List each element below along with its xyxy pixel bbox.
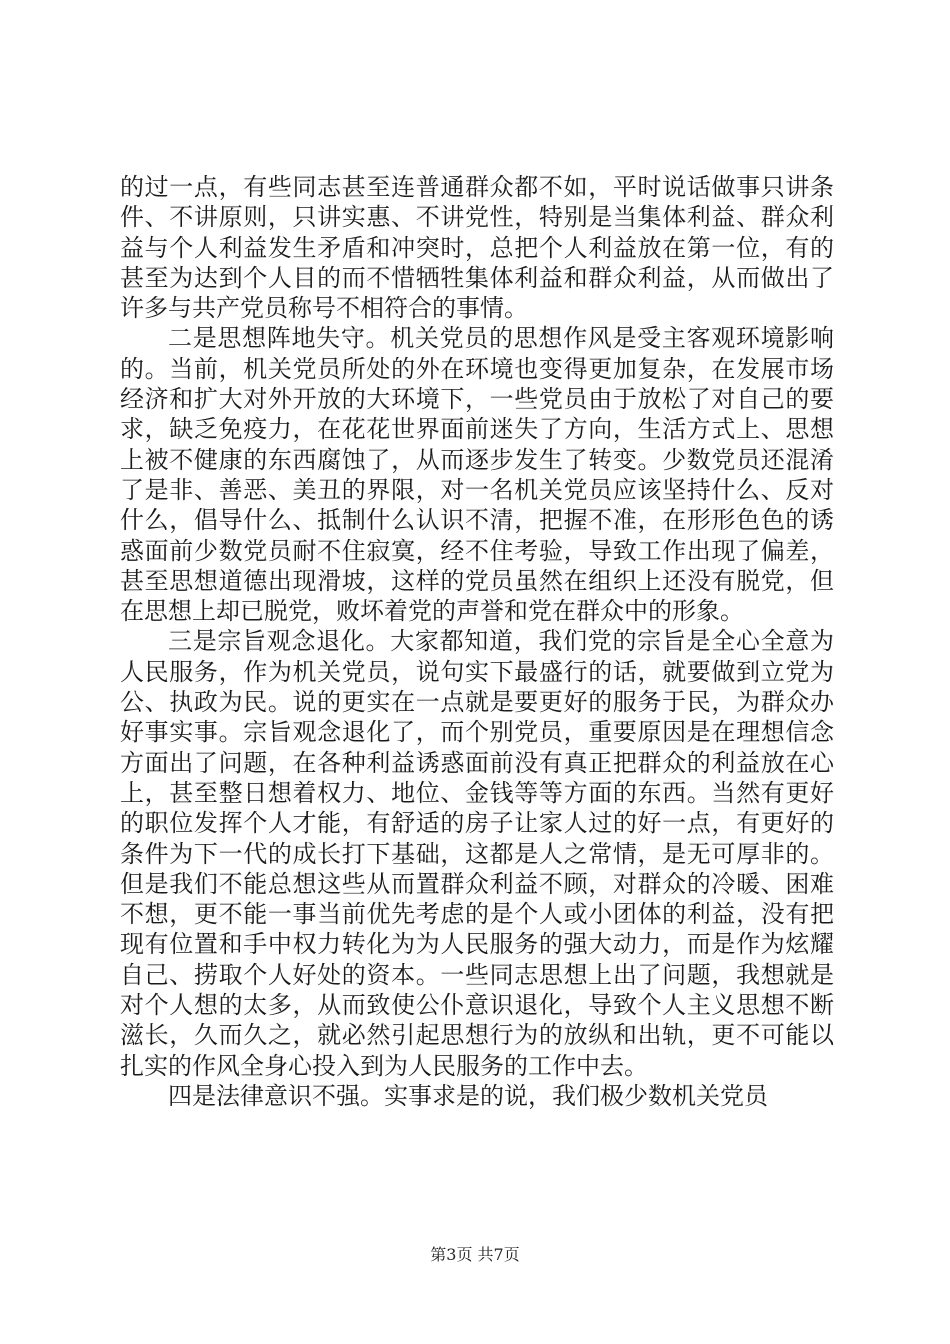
document-body [120,172,834,1111]
paragraph-continuation: 的过一点，有些同志甚至连普通群众都不如，平时说话做事只讲条件、不讲原则，只讲实惠、不讲党性，特别是当集体利益、群众利益与个人利益发生矛盾和冲突时，总把个人利益放在第一位，有的甚至为达到个人目的而不惜牺牲集体利益和群众利益，从而做出了许多与共产党员称号不相符合的事情。 [120,173,834,323]
paragraph-point-four: 四是法律意识不强。实事求是的说，我们极少数机关党员 [168,1081,768,1110]
paragraph-point-two: 二是思想阵地失守。机关党员的思想作风是受主客观环境影响的。当前，机关党员所处的外在环境也变得更加复杂，在发展市场经济和扩大对外开放的大环境下，一些党员由于放松了对自己的要求，缺乏免疫力，在花花世界面前迷失了方向，生活方式上、思想上被不健康的东西腐蚀了，从而逐步发生了转变。少数党员还混淆了是非、善恶、美丑的界限，对一名机关党员应该坚持什么、反对什么，倡导什么、抵制什么认识不清，把握不准，在形形色色的诱惑面前少数党员耐不住寂寞，经不住考验，导致工作出现了偏差，甚至思想道德出现滑坡，这样的党员虽然在组织上还没有脱党，但在思想上却已脱党，败坏着党的声誉和党在群众中的形象。 [120,324,834,626]
page-footer: 第3页 共7页 [430,1245,520,1264]
paragraph-point-three: 三是宗旨观念退化。大家都知道，我们党的宗旨是全心全意为人民服务，作为机关党员，说句实下最盛行的话，就要做到立党为公、执政为民。说的更实在一点就是要更好的服务于民，为群众办好事实事。宗旨观念退化了，而个别党员，重要原因是在理想信念方面出了问题，在各种利益诱惑面前没有真正把群众的利益放在心上，甚至整日想着权力、地位、金钱等等方面的东西。当然有更好的职位发挥个人才能，有舒适的房子让家人过的好一点，有更好的条件为下一代的成长打下基础，这都是人之常情，是无可厚非的。但是我们不能总想这些从而置群众利益不顾，对群众的冷暖、困难不想，更不能一事当前优先考虑的是个人或小团体的利益，没有把现有位置和手中权力转化为为人民服务的强大动力，而是作为炫耀自己、捞取个人好处的资本。一些同志思想上出了问题，我想就是对个人想的太多，从而致使公仆意识退化，导致个人主义思想不断滋长，久而久之，就必然引起思想行为的放纵和出轨，更不可能以扎实的作风全身心投入到为人民服务的工作中去。 [120,627,834,1080]
